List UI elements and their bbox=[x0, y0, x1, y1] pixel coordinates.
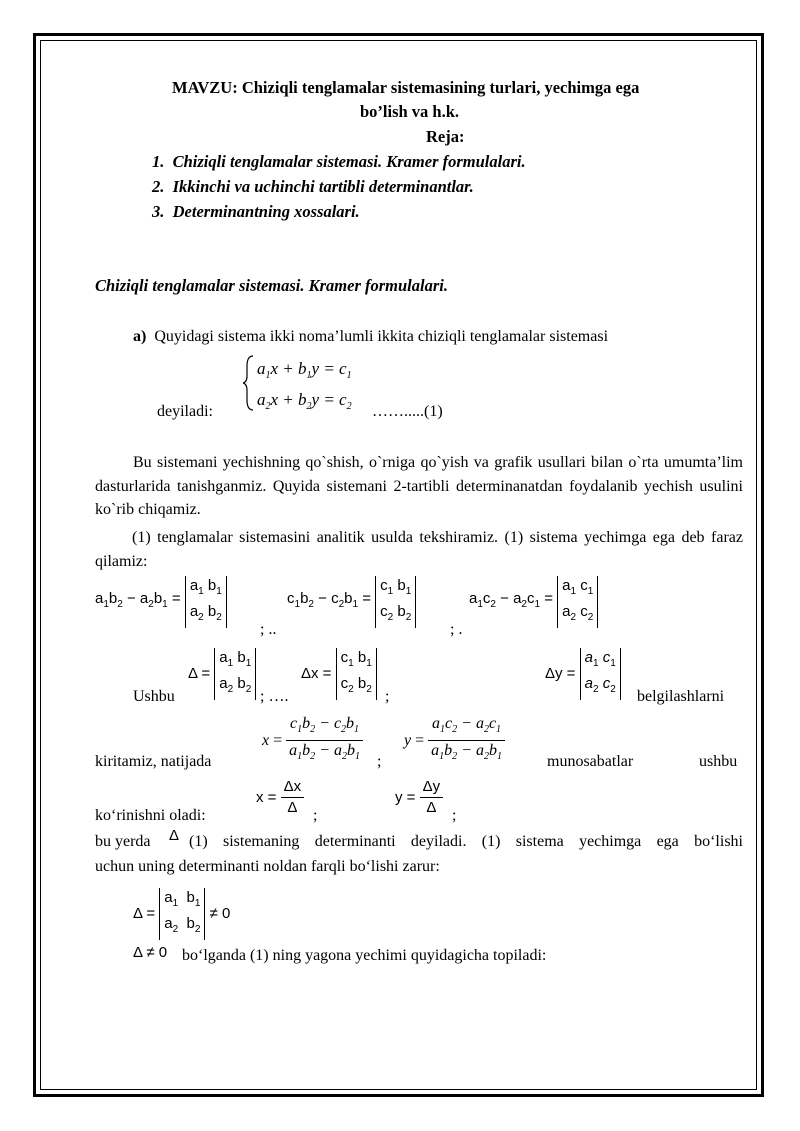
y-delta-formula: y = $\frac{\Delta y}{\Delta}$ bbox=[395, 777, 443, 818]
plan-item-text: Determinantning xossalari. bbox=[172, 202, 360, 221]
item-a-text: Quyidagi sistema ikki noma’lumli ikkita chiziqli tenglamalar sistemasi bbox=[154, 328, 609, 345]
belgilash-label: belgilashlarni bbox=[637, 688, 725, 705]
deyiladi-label: deyiladi: bbox=[157, 403, 213, 420]
cramer-x-formula: x = $\frac{c_1b_2 - c_2b_1}{a_1b_2 - a_2b_1}$ bbox=[262, 714, 363, 767]
separator-3: ; …. bbox=[260, 688, 289, 705]
delta-definition: Δ = $a_1$ $b_1$ $a_2$ $b_2$ bbox=[188, 648, 256, 700]
korinish-label: ko‘rinishni oladi: bbox=[95, 807, 206, 824]
separator-1: ; .. bbox=[260, 621, 277, 638]
buyerda-label: bu yerda bbox=[95, 833, 151, 850]
determinant-matrix: $a_1$ $b_1$ $a_2$ $b_2$ bbox=[159, 888, 205, 940]
title-line-1: MAVZU: Chiziqli tenglamalar sistemasining turlari, yechimga ega bbox=[172, 78, 640, 97]
item-a-label: a) bbox=[133, 328, 147, 345]
determinant-matrix: $c_1$ $b_1$ $c_2$ $b_2$ bbox=[375, 576, 416, 628]
determinant-definition-y: $a_1c_2 - a_2c_1$ = $a_1$ $c_1$ $a_2$ $c_2$ bbox=[469, 576, 598, 628]
delta-symbol: Δ bbox=[169, 827, 180, 844]
delta-y-definition: Δy = $a_1$ $c_1$ $a_2$ $c_2$ bbox=[545, 648, 621, 700]
paragraph-3-line-2: uchun uning determinanti noldan farqli bo‘lishi zarur: bbox=[95, 858, 440, 875]
plan-item-text: Chiziqli tenglamalar sistemasi. Kramer formulalari. bbox=[172, 152, 526, 171]
equation-system bbox=[243, 352, 373, 414]
delta-nonzero-symbol: Δ ≠ 0 bbox=[133, 944, 168, 961]
paragraph-2: (1) tenglamalar sistemasini analitik usulda tekshiramiz. (1) sistema yechimga ega deb faraz qilamiz: bbox=[95, 529, 743, 570]
separator-6: ; bbox=[313, 807, 318, 824]
equation-number: …….....(1) bbox=[372, 403, 443, 420]
kiritamiz-label: kiritamiz, natijada bbox=[95, 753, 212, 770]
determinant-matrix: $a_1$ $b_1$ $a_2$ $b_2$ bbox=[185, 576, 227, 628]
separator-7: ; bbox=[452, 807, 457, 824]
cramer-y-formula: y = $\frac{a_1c_2 - a_2c_1}{a_1b_2 - a_2b_1}$ bbox=[404, 714, 505, 767]
svg-text:a2x + b2y = c2: $a_2x + b_2y = c_2$ bbox=[257, 390, 352, 412]
determinant-definition-x: $c_1b_2 - c_2b_1$ = $c_1$ $b_1$ $c_2$ $b_2$ bbox=[287, 576, 416, 628]
x-delta-formula: x = $\frac{\Delta x}{\Delta}$ bbox=[256, 777, 304, 818]
determinant-matrix: $c_1$ $b_1$ $c_2$ $b_2$ bbox=[336, 648, 377, 700]
plan-item-number: 1. bbox=[152, 152, 165, 171]
paragraph-3-line-1: (1) sistemaning determinanti deyiladi. (1) sistema yechimga ega bo‘lishi bbox=[189, 833, 743, 850]
ushbu-label: Ushbu bbox=[133, 688, 175, 705]
munosabatlar-label: munosabatlar bbox=[547, 753, 634, 770]
separator-2: ; . bbox=[450, 621, 463, 638]
final-line: bo‘lganda (1) ning yagona yechimi quyidagicha topiladi: bbox=[182, 947, 547, 964]
separator-5: ; bbox=[377, 753, 382, 770]
determinant-definitions-row: $a_1b_2 - a_2b_1$ = $a_1$ $b_1$ $a_2$ $b_2$ bbox=[95, 576, 227, 628]
plan-item-2 bbox=[152, 177, 474, 197]
plan-item-number: 3. bbox=[152, 202, 165, 221]
separator-4: ; bbox=[385, 688, 390, 705]
determinant-matrix: $a_1$ $c_1$ $a_2$ $c_2$ bbox=[580, 648, 621, 700]
title-line-2: bo’lish va h.k. bbox=[360, 102, 460, 121]
plan-item-text: Ikkinchi va uchinchi tartibli determinantlar. bbox=[172, 177, 474, 196]
plan-item-1 bbox=[152, 152, 526, 172]
determinant-matrix: $a_1$ $b_1$ $a_2$ $b_2$ bbox=[214, 648, 256, 700]
svg-text:a1x + b1y = c1: $a_1x + b_1y = c_1$ bbox=[257, 359, 352, 381]
determinant-matrix: $a_1$ $c_1$ $a_2$ $c_2$ bbox=[557, 576, 598, 628]
plan-item-number: 2. bbox=[152, 177, 165, 196]
ushbu-label-2: ushbu bbox=[699, 753, 738, 770]
delta-x-definition: Δx = $c_1$ $b_1$ $c_2$ $b_2$ bbox=[301, 648, 377, 700]
item-a-line bbox=[133, 327, 743, 347]
paragraph-1: Bu sistemani yechishning qo`shish, o`rniga qo`yish va grafik usullari bilan o`rta umumta’lim dasturlarida tanishganmiz. Quyida sistemani 2-tartibli determinanatdan foydalanib yechish usulini ko`rib chiqamiz. bbox=[95, 454, 743, 518]
plan-heading: Reja: bbox=[426, 127, 465, 146]
delta-nonzero-condition: Δ = $a_1$ $b_1$ $a_2$ $b_2$ ≠ 0 bbox=[133, 888, 230, 940]
plan-item-3 bbox=[152, 202, 360, 222]
section-heading: Chiziqli tenglamalar sistemasi. Kramer formulalari. bbox=[95, 276, 448, 295]
